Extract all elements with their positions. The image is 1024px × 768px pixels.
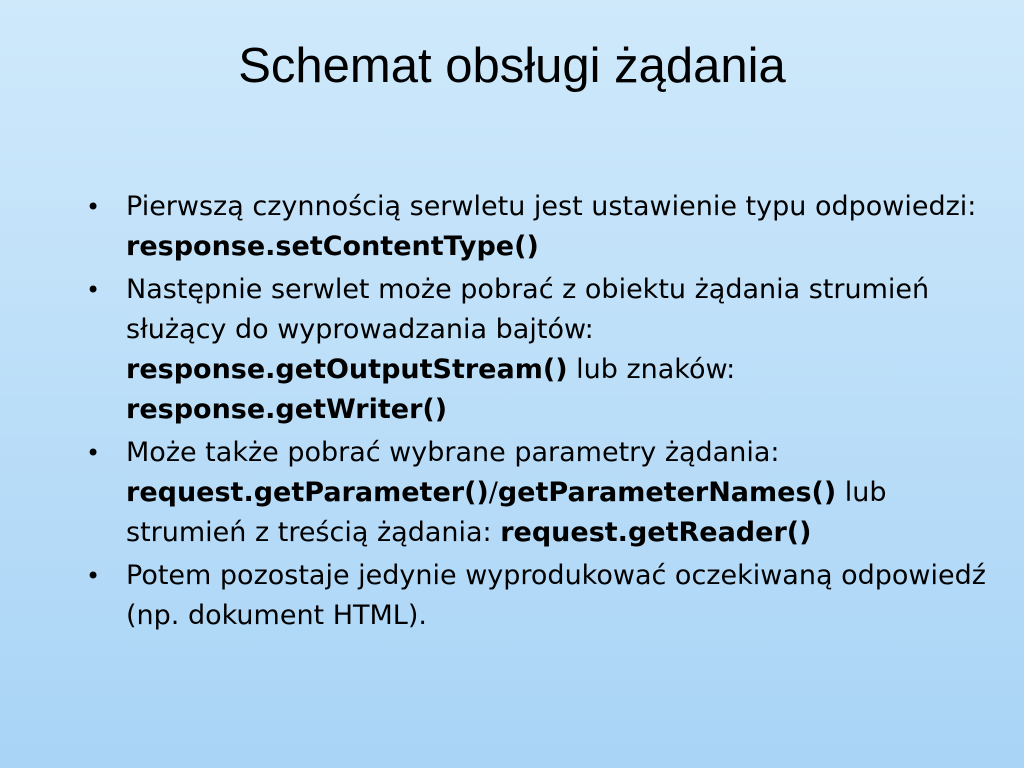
bullet-icon: • <box>86 562 101 590</box>
slide-title: Schemat obsługi żądania <box>238 39 786 93</box>
bullet-item <box>86 433 986 553</box>
code-snippet: response.getWriter() <box>126 394 448 425</box>
bullet-text: Następnie serwlet może pobrać z obiektu żądania strumień służący do wyprowadzania bajtów: <box>126 274 930 345</box>
bullet-icon: • <box>86 193 101 221</box>
bullet-text: lub znaków: <box>567 354 736 385</box>
bullet-text: Może także pobrać wybrane parametry żądania: <box>126 437 780 468</box>
bullet-list <box>86 187 986 639</box>
bullet-text: Pierwszą czynnością serwletu jest ustawienie typu odpowiedzi: <box>126 191 977 222</box>
bullet-item <box>86 187 986 267</box>
bullet-text: Potem pozostaje jedynie wyprodukować oczekiwaną odpowiedź (np. dokument HTML). <box>126 560 986 631</box>
bullet-item <box>86 270 986 430</box>
bullet-text: lub strumień z treścią żądania: <box>126 477 887 548</box>
bullet-text: / <box>488 477 498 508</box>
code-snippet: response.getOutputStream() <box>126 354 568 385</box>
bullet-icon: • <box>86 439 101 467</box>
code-snippet: request.getReader() <box>500 517 812 548</box>
bullet-icon: • <box>86 276 101 304</box>
code-snippet: response.setContentType() <box>126 231 539 262</box>
bullet-item <box>86 556 986 636</box>
code-snippet: getParameterNames() <box>497 477 837 508</box>
code-snippet: request.getParameter() <box>126 477 489 508</box>
